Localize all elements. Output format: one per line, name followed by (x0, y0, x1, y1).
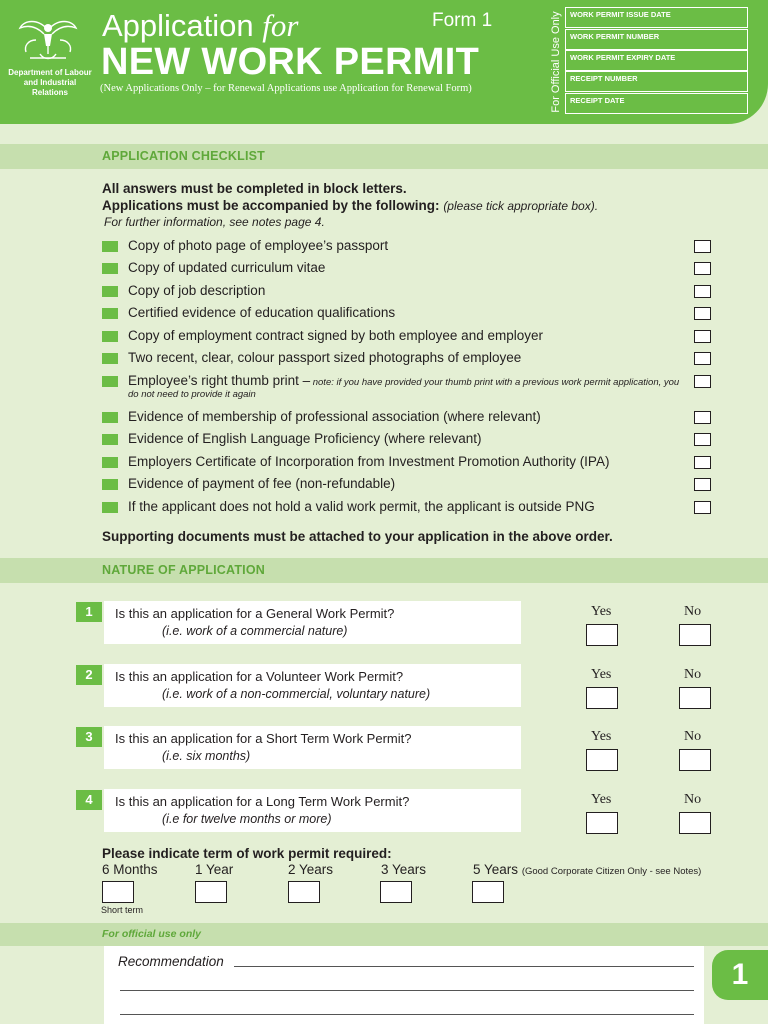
checklist-item: Copy of job description (102, 282, 752, 302)
tick-box[interactable] (694, 478, 711, 491)
bullet-square-icon (102, 286, 118, 297)
page-number-tab: 1 (712, 950, 768, 1000)
tick-box[interactable] (694, 262, 711, 275)
checklist-item: Copy of photo page of employee’s passport (102, 237, 752, 257)
question-number: 4 (76, 790, 102, 810)
yes-checkbox[interactable] (586, 812, 618, 834)
tick-box[interactable] (694, 307, 711, 320)
term-title: Please indicate term of work permit required: (102, 846, 392, 861)
section-bar-checklist (0, 144, 768, 169)
tick-box[interactable] (694, 456, 711, 469)
field-issue-date[interactable]: WORK PERMIT ISSUE DATE (565, 7, 748, 28)
title-application: Application for (102, 8, 299, 43)
bullet-square-icon (102, 308, 118, 319)
no-label: No (684, 667, 702, 682)
term-label-3-years: 3 Years (381, 862, 427, 877)
bullet-square-icon (102, 457, 118, 468)
checklist-item: Evidence of payment of fee (non-refundable) (102, 475, 752, 495)
recommendation-label: Recommendation (118, 954, 224, 969)
bullet-square-icon (102, 263, 118, 274)
checklist-item: Copy of updated curriculum vitae (102, 259, 752, 279)
tick-box[interactable] (694, 352, 711, 365)
no-checkbox[interactable] (679, 812, 711, 834)
block-letters-instruction: All answers must be completed in block letters. (102, 181, 407, 196)
supporting-docs-note: Supporting documents must be attached to your application in the above order. (102, 529, 613, 544)
section-bar-official (0, 923, 768, 946)
yes-checkbox[interactable] (586, 687, 618, 709)
yes-label: Yes (591, 729, 612, 744)
checklist-item: Evidence of English Language Proficiency (where relevant) (102, 430, 752, 450)
page-title: NEW WORK PERMIT (101, 41, 480, 83)
term-checkbox-1-year[interactable] (195, 881, 227, 903)
yes-label: Yes (591, 792, 612, 807)
thumbprint-text: Employee’s right thumb print – note: if you have provided your thumb print with a previous work permit application, you do not need to provide it again (128, 373, 680, 400)
form-number: Form 1 (432, 10, 493, 31)
bullet-square-icon (102, 412, 118, 423)
term-label-1-year: 1 Year (195, 862, 234, 877)
tick-box[interactable] (694, 375, 711, 388)
section-bar-nature (0, 558, 768, 583)
title-subtitle: (New Applications Only – for Renewal Applications use Application for Renewal Form) (100, 83, 472, 94)
no-label: No (684, 604, 702, 619)
bullet-square-icon (102, 353, 118, 364)
no-label: No (684, 792, 702, 807)
field-receipt-date[interactable]: RECEIPT DATE (565, 93, 748, 114)
field-permit-number[interactable]: WORK PERMIT NUMBER (565, 29, 748, 50)
question-box: Is this an application for a Short Term Work Permit? (i.e. six months) (104, 726, 521, 769)
term-checkbox-5-years[interactable] (472, 881, 504, 903)
tick-box[interactable] (694, 433, 711, 446)
bullet-square-icon (102, 479, 118, 490)
checklist-item: Certified evidence of education qualifications (102, 304, 752, 324)
official-use-heading: For official use only (102, 928, 201, 940)
nature-heading: NATURE OF APPLICATION (102, 563, 265, 577)
term-checkbox-6-months[interactable] (102, 881, 134, 903)
yes-checkbox[interactable] (586, 624, 618, 646)
short-term-label: Short term (101, 905, 144, 915)
term-checkbox-2-years[interactable] (288, 881, 320, 903)
checklist-item: Evidence of membership of professional association (where relevant) (102, 408, 752, 428)
question-box: Is this an application for a Long Term Work Permit? (i.e for twelve months or more) (104, 789, 521, 832)
tick-box[interactable] (694, 330, 711, 343)
field-receipt-number[interactable]: RECEIPT NUMBER (565, 71, 748, 92)
checklist-item: If the applicant does not hold a valid work permit, the applicant is outside PNG (102, 498, 752, 518)
bird-of-paradise-crest-icon (16, 10, 80, 66)
no-checkbox[interactable] (679, 749, 711, 771)
checklist-item: Employers Certificate of Incorporation from Investment Promotion Authority (IPA) (102, 453, 752, 473)
recommendation-line[interactable] (120, 1014, 694, 1015)
question-number: 3 (76, 727, 102, 747)
bullet-square-icon (102, 502, 118, 513)
term-label-2-years: 2 Years (288, 862, 334, 877)
term-label-5-years: 5 Years (Good Corporate Citizen Only - see Notes) (473, 862, 702, 877)
question-number: 2 (76, 665, 102, 685)
bullet-square-icon (102, 376, 118, 387)
term-checkbox-3-years[interactable] (380, 881, 412, 903)
question-number: 1 (76, 602, 102, 622)
no-label: No (684, 729, 702, 744)
term-label-6-months: 6 Months (102, 862, 158, 877)
bullet-square-icon (102, 434, 118, 445)
tick-box[interactable] (694, 285, 711, 298)
checklist-heading: APPLICATION CHECKLIST (102, 149, 265, 163)
yes-checkbox[interactable] (586, 749, 618, 771)
yes-label: Yes (591, 604, 612, 619)
department-name: Department of Labour and Industrial Relations (8, 68, 92, 97)
tick-box[interactable] (694, 240, 711, 253)
no-checkbox[interactable] (679, 624, 711, 646)
bullet-square-icon (102, 331, 118, 342)
yes-label: Yes (591, 667, 612, 682)
recommendation-line[interactable] (120, 990, 694, 991)
checklist-item: Copy of employment contract signed by both employee and employer (102, 327, 752, 347)
official-use-vertical-label: For Official Use Only (550, 11, 562, 113)
question-box: Is this an application for a Volunteer Work Permit? (i.e. work of a non-commercial, voluntary nature) (104, 664, 521, 707)
no-checkbox[interactable] (679, 687, 711, 709)
accompanied-instruction: Applications must be accompanied by the following: (please tick appropriate box). (102, 198, 599, 213)
further-info-note: For further information, see notes page 4. (104, 215, 325, 229)
tick-box[interactable] (694, 501, 711, 514)
recommendation-line[interactable] (234, 966, 694, 967)
checklist-item: Two recent, clear, colour passport sized photographs of employee (102, 349, 752, 369)
tick-box[interactable] (694, 411, 711, 424)
header-banner (0, 0, 768, 124)
question-box: Is this an application for a General Work Permit? (i.e. work of a commercial nature) (104, 601, 521, 644)
bullet-square-icon (102, 241, 118, 252)
field-expiry-date[interactable]: WORK PERMIT EXPIRY DATE (565, 50, 748, 71)
